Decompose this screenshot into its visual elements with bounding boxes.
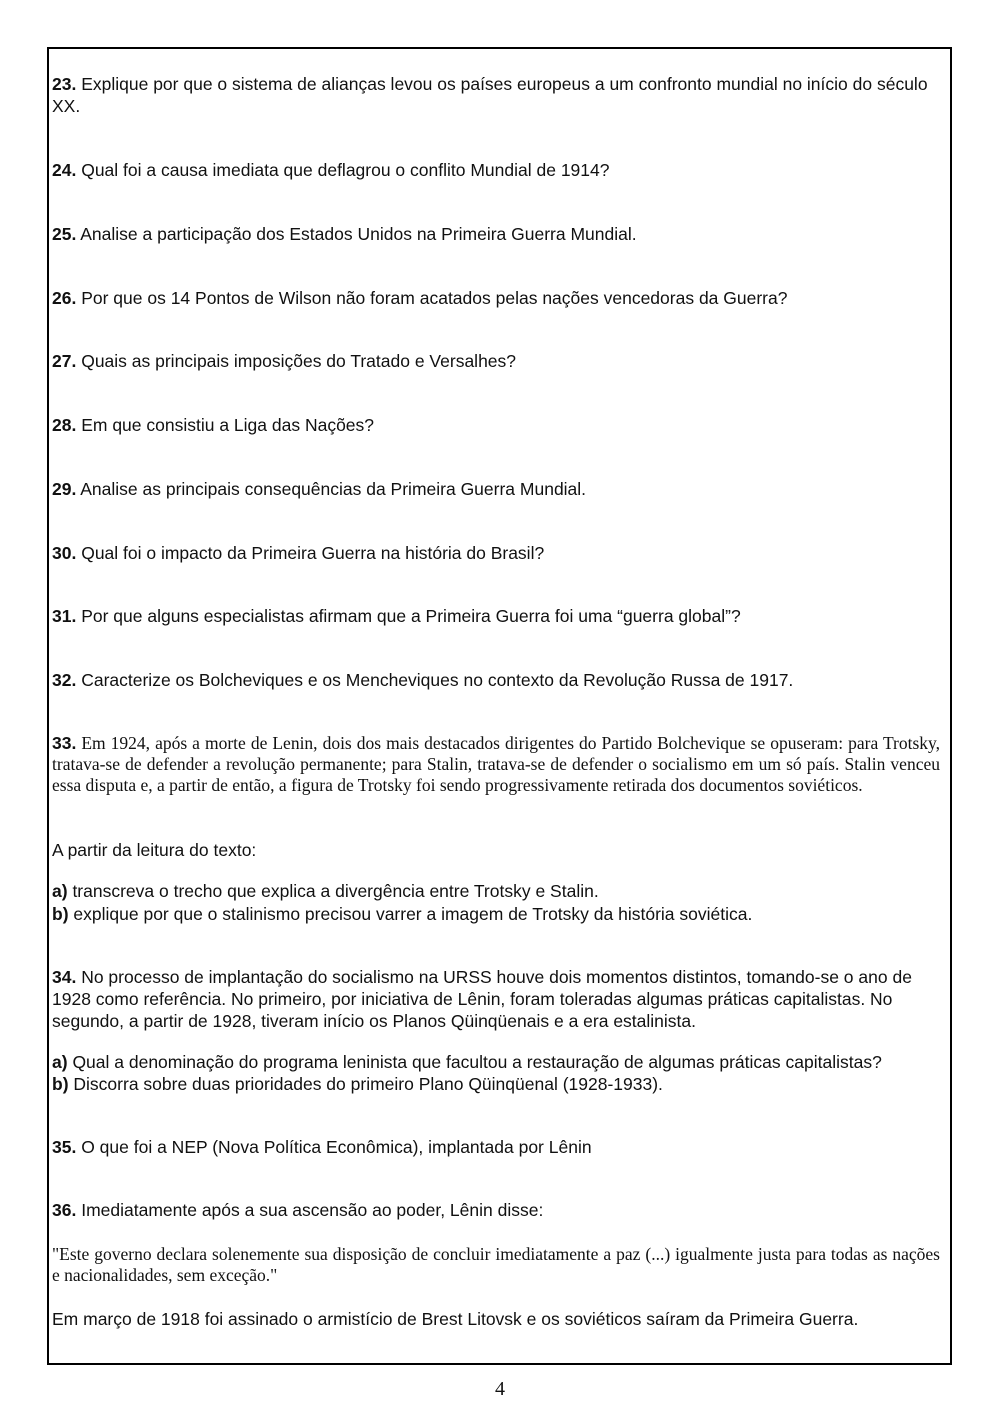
question-36-quote: "Este governo declara solenemente sua disposição de concluir imediatamente a paz (...) igualmente justa para todas as nações e nacionalidades, sem exceção." — [52, 1244, 940, 1285]
question-text: Quais as principais imposições do Tratado e Versalhes? — [81, 351, 517, 371]
page-number: 4 — [495, 1378, 505, 1400]
question-number: 31. — [52, 606, 77, 626]
item-label: a) — [52, 881, 68, 901]
question-number: 26. — [52, 288, 77, 308]
question-text: Por que alguns especialistas afirmam que a Primeira Guerra foi uma “guerra global”? — [81, 606, 741, 626]
question-text: Por que os 14 Pontos de Wilson não foram acatados pelas nações vencedoras da Guerra? — [81, 288, 788, 308]
question-number: 24. — [52, 160, 77, 180]
question-33-prompt: A partir da leitura do texto: — [52, 840, 257, 860]
question-31 — [52, 605, 940, 627]
item-text: Discorra sobre duas prioridades do primeiro Plano Qüinqüenal (1928-1933). — [73, 1074, 663, 1094]
question-number: 35. — [52, 1137, 77, 1157]
question-text: Analise as principais consequências da Primeira Guerra Mundial. — [80, 479, 587, 499]
question-text: Qual foi a causa imediata que deflagrou o conflito Mundial de 1914? — [81, 160, 610, 180]
question-35 — [52, 1136, 940, 1158]
question-32 — [52, 669, 940, 691]
question-23 — [52, 73, 940, 117]
question-34 — [52, 966, 940, 1032]
question-36-after: Em março de 1918 foi assinado o armistício de Brest Litovsk e os soviéticos saíram da Primeira Guerra. — [52, 1309, 859, 1329]
question-number: 27. — [52, 351, 77, 371]
question-number: 29. — [52, 479, 77, 499]
question-24 — [52, 159, 940, 181]
question-28 — [52, 414, 940, 436]
question-34-item-b — [52, 1073, 940, 1095]
question-text: Qual foi o impacto da Primeira Guerra na história do Brasil? — [81, 543, 545, 563]
question-27 — [52, 350, 940, 372]
question-33 — [52, 733, 940, 796]
item-text: Qual a denominação do programa leninista que facultou a restauração de algumas práticas capitalistas? — [72, 1052, 882, 1072]
question-33-item-b — [52, 903, 940, 925]
question-30 — [52, 542, 940, 564]
question-text: Caracterize os Bolcheviques e os Mencheviques no contexto da Revolução Russa de 1917. — [81, 670, 794, 690]
question-29 — [52, 478, 940, 500]
question-25 — [52, 223, 940, 245]
item-label: b) — [52, 1074, 69, 1094]
question-33-item-a — [52, 880, 940, 902]
question-text: Explique por que o sistema de alianças levou os países europeus a um confronto mundial no início do século XX. — [52, 74, 928, 116]
question-number: 33. — [52, 733, 77, 753]
question-26 — [52, 287, 940, 309]
question-number: 34. — [52, 967, 77, 987]
item-text: transcreva o trecho que explica a divergência entre Trotsky e Stalin. — [72, 881, 599, 901]
question-34-item-a — [52, 1051, 940, 1073]
question-number: 36. — [52, 1200, 77, 1220]
question-number: 23. — [52, 74, 77, 94]
question-number: 32. — [52, 670, 77, 690]
question-text: No processo de implantação do socialismo na URSS houve dois momentos distintos, tomando-se o ano de 1928 como referência. No primeiro, por iniciativa de Lênin, foram toleradas algumas práticas capitalistas. No segundo, a partir de 1928, tiveram início os Planos Qüinqüenais e a era estalinista. — [52, 967, 912, 1031]
passage-text: Em 1924, após a morte de Lenin, dois dos mais destacados dirigentes do Partido Bolchevique se opuseram: para Trotsky, tratava-se de defender a revolução permanente; para Stalin, tratava-se de defender o socialismo em um só país. Stalin venceu essa disputa e, a partir de então, a figura de Trotsky foi sendo progressivamente retirada dos documentos soviéticos. — [52, 733, 941, 795]
question-number: 28. — [52, 415, 77, 435]
item-text: explique por que o stalinismo precisou varrer a imagem de Trotsky da história soviética. — [73, 904, 753, 924]
item-label: b) — [52, 904, 69, 924]
question-number: 25. — [52, 224, 77, 244]
question-number: 30. — [52, 543, 77, 563]
item-label: a) — [52, 1052, 68, 1072]
question-33-passage — [52, 733, 940, 796]
question-text: O que foi a NEP (Nova Política Econômica), implantada por Lênin — [81, 1137, 592, 1157]
question-text: Em que consistiu a Liga das Nações? — [81, 415, 375, 435]
question-36 — [52, 1199, 940, 1221]
question-text: Imediatamente após a sua ascensão ao poder, Lênin disse: — [81, 1200, 544, 1220]
question-text: Analise a participação dos Estados Unidos na Primeira Guerra Mundial. — [80, 224, 637, 244]
